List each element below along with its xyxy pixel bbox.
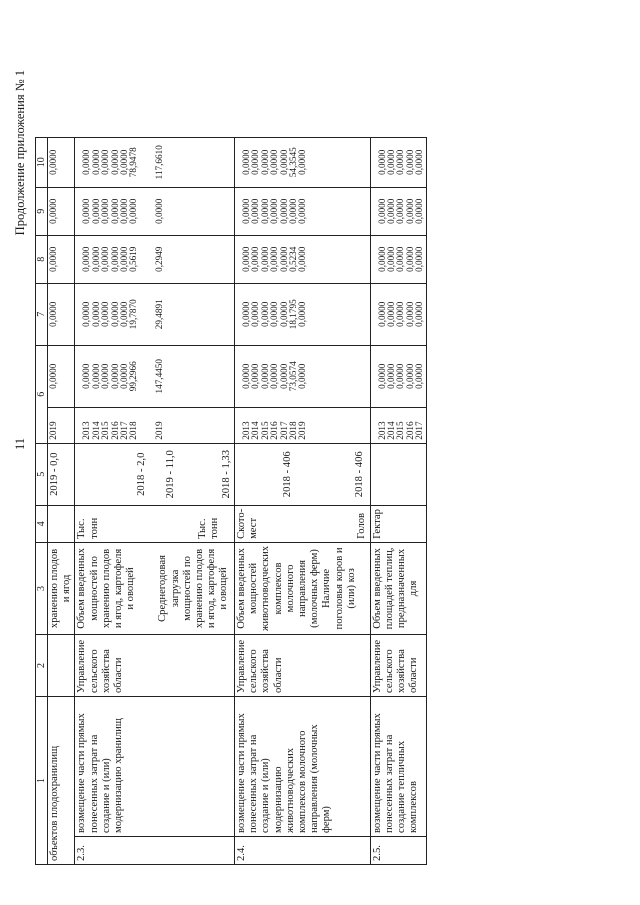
indicator-2: Наличие поголовья коров и (или) коз — [321, 547, 357, 630]
load-value-2018: 2018 - 1,33 — [220, 449, 232, 499]
value-2019: 2019 - 11,0 — [164, 450, 176, 499]
amount: 0,0000 — [278, 246, 289, 272]
amount: 0,0000 — [269, 301, 280, 327]
amount: 0,0000 — [250, 363, 261, 389]
appendix-continuation-title: Продолжение приложения № 1 — [13, 70, 27, 236]
measure-name: возмещение части прямых понесенных затрат на создание тепличных комплексов — [370, 697, 426, 837]
amount: 0,0000 — [109, 149, 120, 175]
amount: 0,0000 — [259, 149, 270, 175]
amount: 0,0000 — [241, 149, 252, 175]
regional-amounts — [235, 235, 371, 283]
amount: 0,0000 — [414, 198, 425, 224]
executor: Управление сельского хозяйства области — [370, 635, 426, 697]
amount: 0,0000 — [278, 149, 289, 175]
column-number-row — [36, 137, 48, 864]
executor: Управление сельского хозяйства области — [235, 635, 371, 697]
amount: 0,0000 — [269, 198, 280, 224]
years — [75, 407, 235, 443]
amount: 0,0000 — [100, 246, 111, 272]
col-header-8: 8 — [36, 235, 48, 283]
amount: 0,0000 — [404, 149, 415, 175]
amount: 0,0000 — [90, 246, 101, 272]
amount: 0,0000 — [259, 363, 270, 389]
amount: 0,0000 — [90, 363, 101, 389]
regional-amounts — [75, 235, 235, 283]
amount: 0,0000 — [395, 149, 406, 175]
amount: 0,0000 — [250, 198, 261, 224]
amount: 0,0000 — [119, 363, 130, 389]
year: 2017 — [119, 421, 130, 440]
amount: 0,0000 — [376, 301, 387, 327]
amount: 0,0000 — [81, 246, 92, 272]
table-row — [75, 137, 235, 864]
amount: 0,0000 — [404, 246, 415, 272]
indicator-values — [235, 443, 371, 505]
amount: 0,0000 — [278, 198, 289, 224]
amount: 0,5234 — [288, 246, 299, 272]
unit-1: Тыс. тонн — [76, 517, 100, 539]
amount: 0,0000 — [376, 198, 387, 224]
unit-2: Тыс. тонн — [196, 517, 221, 539]
continued-municipal: 0,0000 — [48, 187, 75, 235]
amount: 73,0574 — [288, 361, 299, 392]
col-header-10: 10 — [36, 137, 48, 187]
col-header-4: 4 — [36, 505, 48, 542]
amount: 0,0000 — [297, 363, 308, 389]
unit — [235, 505, 371, 542]
total-amounts — [75, 345, 235, 407]
amount: 19,7870 — [128, 299, 139, 330]
continued-year: 2019 — [48, 407, 75, 443]
amount: 0,0000 — [288, 198, 299, 224]
amount: 99,2966 — [128, 361, 139, 392]
amount: 0,0000 — [297, 149, 308, 175]
amount: 0,0000 — [414, 246, 425, 272]
municipal-amounts — [370, 187, 426, 235]
amount: 0,0000 — [297, 198, 308, 224]
measure-name: возмещение части прямых понесенных затрат на создание и (или) модернизацию животноводческих комплексов молочного направления (молочных ферм) — [235, 697, 371, 837]
amount: 0,0000 — [241, 198, 252, 224]
year: 2013 — [81, 421, 92, 440]
indicator-1: Объем введенных мощностей по хранению плодов и ягод, картофеля и овощей — [76, 548, 137, 629]
col-header-1: 1 — [36, 697, 48, 865]
amount: 0,0000 — [81, 198, 92, 224]
continued-value: 2019 - 0,0 — [48, 443, 75, 505]
amount: 147,4450 — [153, 359, 164, 394]
amount: 78,9478 — [128, 147, 139, 178]
amount: 0,0000 — [259, 198, 270, 224]
amount: 0,0000 — [376, 246, 387, 272]
amount: 0,0000 — [395, 301, 406, 327]
amount: 0,0000 — [259, 301, 270, 327]
amount: 0,0000 — [109, 246, 120, 272]
amount: 0,0000 — [100, 149, 111, 175]
col-header-2: 2 — [36, 635, 48, 697]
amount: 0,0000 — [269, 363, 280, 389]
amount: 0,0000 — [81, 363, 92, 389]
year: 2015 — [259, 421, 270, 440]
year: 2019 — [153, 421, 164, 440]
year: 2015 — [100, 421, 111, 440]
amount: 0,0000 — [119, 198, 130, 224]
row-number: 2.4. — [235, 837, 371, 865]
amount: 0,0000 — [100, 198, 111, 224]
col-header-7: 7 — [36, 283, 48, 345]
amount: 0,0000 — [119, 301, 130, 327]
amount: 0,0000 — [278, 363, 289, 389]
year: 2017 — [278, 421, 289, 440]
amount: 0,0000 — [395, 246, 406, 272]
amount: 0,0000 — [241, 246, 252, 272]
executor: Управление сельского хозяйства области — [75, 635, 235, 697]
amount: 0,0000 — [404, 363, 415, 389]
amount: 0,0000 — [81, 149, 92, 175]
indicator-2: Среднегодовая загрузка мощностей по хранению плодов и ягод, картофеля и овощей — [157, 548, 230, 629]
year: 2013 — [241, 421, 252, 440]
value-2018: 2018 - 406 — [282, 451, 294, 498]
amount: 0,0000 — [241, 363, 252, 389]
amount: 18,1795 — [288, 299, 299, 330]
amount: 29,4891 — [153, 299, 164, 330]
table-row — [370, 137, 426, 864]
amount: 0,0000 — [404, 198, 415, 224]
amount: 0,0000 — [395, 198, 406, 224]
unit-2: Голов — [356, 512, 368, 539]
amount: 0,0000 — [250, 149, 261, 175]
year: 2017 — [414, 421, 425, 440]
amount: 0,0000 — [278, 301, 289, 327]
amount: 117,6610 — [153, 145, 164, 180]
amount: 0,0000 — [297, 301, 308, 327]
amount: 0,0000 — [386, 198, 397, 224]
amount: 0,0000 — [259, 246, 270, 272]
amount: 0,0000 — [269, 149, 280, 175]
col-header-6: 6 — [36, 345, 48, 443]
continued-federal: 0,0000 — [48, 283, 75, 345]
amount: 0,0000 — [90, 198, 101, 224]
program-measures-table — [35, 137, 427, 865]
continued-indicator: хранению плодов и ягод — [48, 542, 75, 634]
total-amounts — [370, 345, 426, 407]
federal-amounts — [235, 283, 371, 345]
page-number: 11 — [13, 437, 27, 450]
amount: 0,0000 — [128, 198, 139, 224]
amount: 0,0000 — [241, 301, 252, 327]
amount: 0,0000 — [90, 149, 101, 175]
continued-regional: 0,0000 — [48, 235, 75, 283]
amount: 0,0000 — [386, 301, 397, 327]
indicator-name — [75, 542, 235, 634]
year: 2018 — [128, 421, 139, 440]
regional-amounts — [370, 235, 426, 283]
indicator-name — [235, 542, 371, 634]
amount: 0,0000 — [119, 149, 130, 175]
amount: 0,0000 — [109, 198, 120, 224]
year: 2014 — [386, 421, 397, 440]
federal-amounts — [370, 283, 426, 345]
col-header-9: 9 — [36, 187, 48, 235]
amount: 0,0000 — [386, 246, 397, 272]
heads-value-2018: 2018 - 406 — [354, 451, 366, 498]
years — [370, 407, 426, 443]
unit: Гектар — [370, 505, 426, 542]
amount: 0,0000 — [414, 363, 425, 389]
table-row — [235, 137, 371, 864]
year: 2016 — [109, 421, 120, 440]
amount: 0,0000 — [100, 301, 111, 327]
amount: 0,0000 — [81, 301, 92, 327]
amount: 0,0000 — [153, 198, 164, 224]
amount: 54,3545 — [288, 147, 299, 178]
unit-1: Ското-мест — [236, 508, 260, 539]
other-amounts — [370, 137, 426, 187]
continued-name: объектов плодохранилищ — [48, 697, 75, 865]
amount: 0,0000 — [404, 301, 415, 327]
col-header-5: 5 — [36, 443, 48, 505]
amount: 0,0000 — [376, 149, 387, 175]
row-number: 2.3. — [75, 837, 235, 865]
amount: 0,0000 — [269, 246, 280, 272]
amount: 0,0000 — [109, 301, 120, 327]
year: 2019 — [297, 421, 308, 440]
year: 2014 — [250, 421, 261, 440]
col-header-3: 3 — [36, 542, 48, 634]
continued-total: 0,0000 — [48, 345, 75, 407]
row-number: 2.5. — [370, 837, 426, 865]
measure-name: возмещение части прямых понесенных затрат на создание и (или) модернизацию хранилищ — [75, 697, 235, 837]
indicator-1: Объем введенных мощностей животноводческих комплексов молочного направления (молочных ферм) — [236, 545, 321, 631]
amount: 0,2949 — [153, 246, 164, 272]
amount: 0,0000 — [297, 246, 308, 272]
amount: 0,0000 — [414, 149, 425, 175]
value-2018: 2018 - 2,0 — [136, 452, 148, 496]
year: 2016 — [404, 421, 415, 440]
federal-amounts — [75, 283, 235, 345]
other-amounts — [75, 137, 235, 187]
amount: 0,0000 — [395, 363, 406, 389]
other-amounts — [235, 137, 371, 187]
year: 2013 — [376, 421, 387, 440]
amount: 0,0000 — [109, 363, 120, 389]
amount: 0,5619 — [128, 246, 139, 272]
amount: 0,0000 — [119, 246, 130, 272]
amount: 0,0000 — [100, 363, 111, 389]
municipal-amounts — [75, 187, 235, 235]
unit — [75, 505, 235, 542]
amount: 0,0000 — [414, 301, 425, 327]
total-amounts — [235, 345, 371, 407]
amount: 0,0000 — [250, 246, 261, 272]
year: 2016 — [269, 421, 280, 440]
indicator-values — [75, 443, 235, 505]
municipal-amounts — [235, 187, 371, 235]
years — [235, 407, 371, 443]
amount: 0,0000 — [386, 149, 397, 175]
amount: 0,0000 — [250, 301, 261, 327]
continued-other: 0,0000 — [48, 137, 75, 187]
continued-row — [48, 137, 75, 864]
year: 2014 — [90, 421, 101, 440]
amount: 0,0000 — [376, 363, 387, 389]
amount: 0,0000 — [386, 363, 397, 389]
amount: 0,0000 — [90, 301, 101, 327]
indicator-name: Объем введенных площадей теплиц, предназначенных для — [370, 542, 426, 634]
year: 2018 — [288, 421, 299, 440]
year: 2015 — [395, 421, 406, 440]
